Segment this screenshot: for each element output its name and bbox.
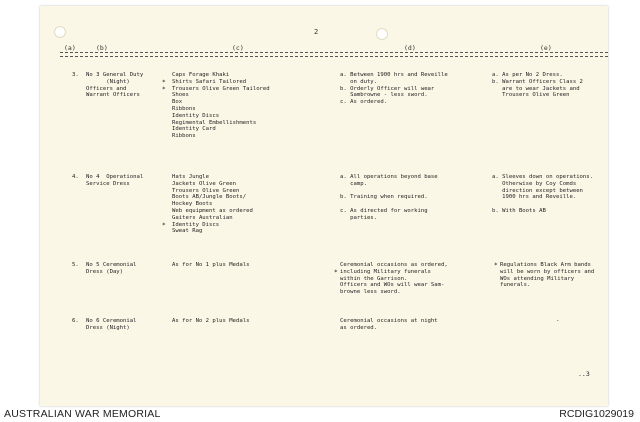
row-5-dress: No 5 Ceremonial Dress (Day) (86, 262, 137, 275)
asterisk-marker: * (334, 269, 338, 276)
asterisk-marker: * (162, 222, 166, 229)
punch-hole (54, 26, 66, 38)
row-6-number: 6. (72, 318, 79, 324)
row-5-occasions: Ceremonial occasions as ordered, including Military funerals within the Garrison. Officers and WOs will wear Sam- browne less sword. (340, 262, 448, 296)
archive-watermark: AUSTRALIAN WAR MEMORIAL (4, 408, 161, 420)
row-3-items: Caps Forage Khaki Shirts Safari Tailored Trousers Olive Green Tailored Shoes Box Ribbons Identity Discs Regimental Embellishments Identity Card Ribbons (172, 72, 270, 140)
row-4-items: Hats Jungle Jackets Olive Green Trousers Olive Green Boots AB/Jungle Boots/ Hockey Boots Web equipment as ordered Gaiters Australian Identity Discs Sweat Rag (172, 174, 253, 235)
row-3-number: 3. (72, 72, 79, 78)
asterisk-marker: * (162, 86, 166, 93)
row-3-dress: No 3 General Duty (Night) Officers and Warrant Officers (86, 72, 144, 99)
header-rule-top (60, 52, 608, 53)
row-6-dress: No 6 Ceremonial Dress (Night) (86, 318, 137, 331)
continuation-marker: ..3 (578, 370, 590, 378)
asterisk-marker: * (494, 262, 498, 269)
page-number: 2 (314, 28, 319, 36)
row-5-items: As for No 1 plus Medals (172, 262, 250, 268)
row-4-dress: No 4 Operational Service Dress (86, 174, 144, 187)
row-4-occasions: a. All operations beyond base camp. b. Training when required. c. As directed for working parties. (340, 174, 438, 221)
row-6-occasions: Ceremonial occasions at night as ordered. (340, 318, 438, 331)
row-5-number: 5. (72, 262, 79, 268)
column-header-a: (a) (64, 44, 76, 52)
row-4-remarks: a. Sleeves down on operations. Otherwise by Coy Comds direction except between 1900 hrs and Reveille. b. With Boots AB (492, 174, 594, 214)
column-header-c: (c) (232, 44, 244, 52)
row-4-number: 4. (72, 174, 79, 180)
column-header-e: (e) (540, 44, 552, 52)
column-header-b: (b) (96, 44, 108, 52)
header-rule-bottom (60, 56, 608, 57)
row-6-items: As for No 2 plus Medals (172, 318, 250, 324)
row-3-occasions: a. Between 1900 hrs and Reveille on duty. b. Orderly Officer will wear Sambrowne - less sword. c. As ordered. (340, 72, 448, 106)
column-header-d: (d) (404, 44, 416, 52)
row-5-remarks: Regulations Black Arm bands will be worn by officers and WOs attending Military funerals. (500, 262, 595, 289)
row-6-remarks: - (556, 318, 560, 324)
punch-hole (376, 28, 388, 40)
asterisk-marker: * (162, 79, 166, 86)
archive-reference: RCDIG1029019 (559, 408, 634, 420)
row-3-remarks: a. As per No 2 Dress. b. Warrant Officers Class 2 are to wear Jackets and Trousers Olive Green (492, 72, 583, 99)
